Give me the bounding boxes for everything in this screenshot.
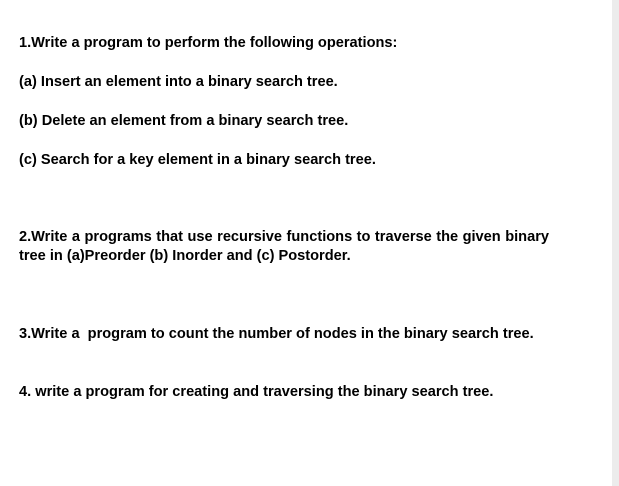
question-4: 4. write a program for creating and traversing the binary search tree.: [19, 384, 494, 400]
page-edge-strip: [612, 0, 619, 486]
question-1-part-b: (b) Delete an element from a binary search tree.: [19, 113, 349, 129]
question-2: 2.Write a programs that use recursive functions to traverse the given binary tree in (a)Preorder (b) Inorder and (c) Postorder.: [19, 229, 549, 264]
question-3: 3.Write a program to count the number of nodes in the binary search tree.: [19, 326, 534, 342]
question-1-part-a: (a) Insert an element into a binary search tree.: [19, 74, 338, 90]
question-1-heading: 1.Write a program to perform the following operations:: [19, 35, 398, 51]
question-1-part-c: (c) Search for a key element in a binary search tree.: [19, 152, 376, 168]
